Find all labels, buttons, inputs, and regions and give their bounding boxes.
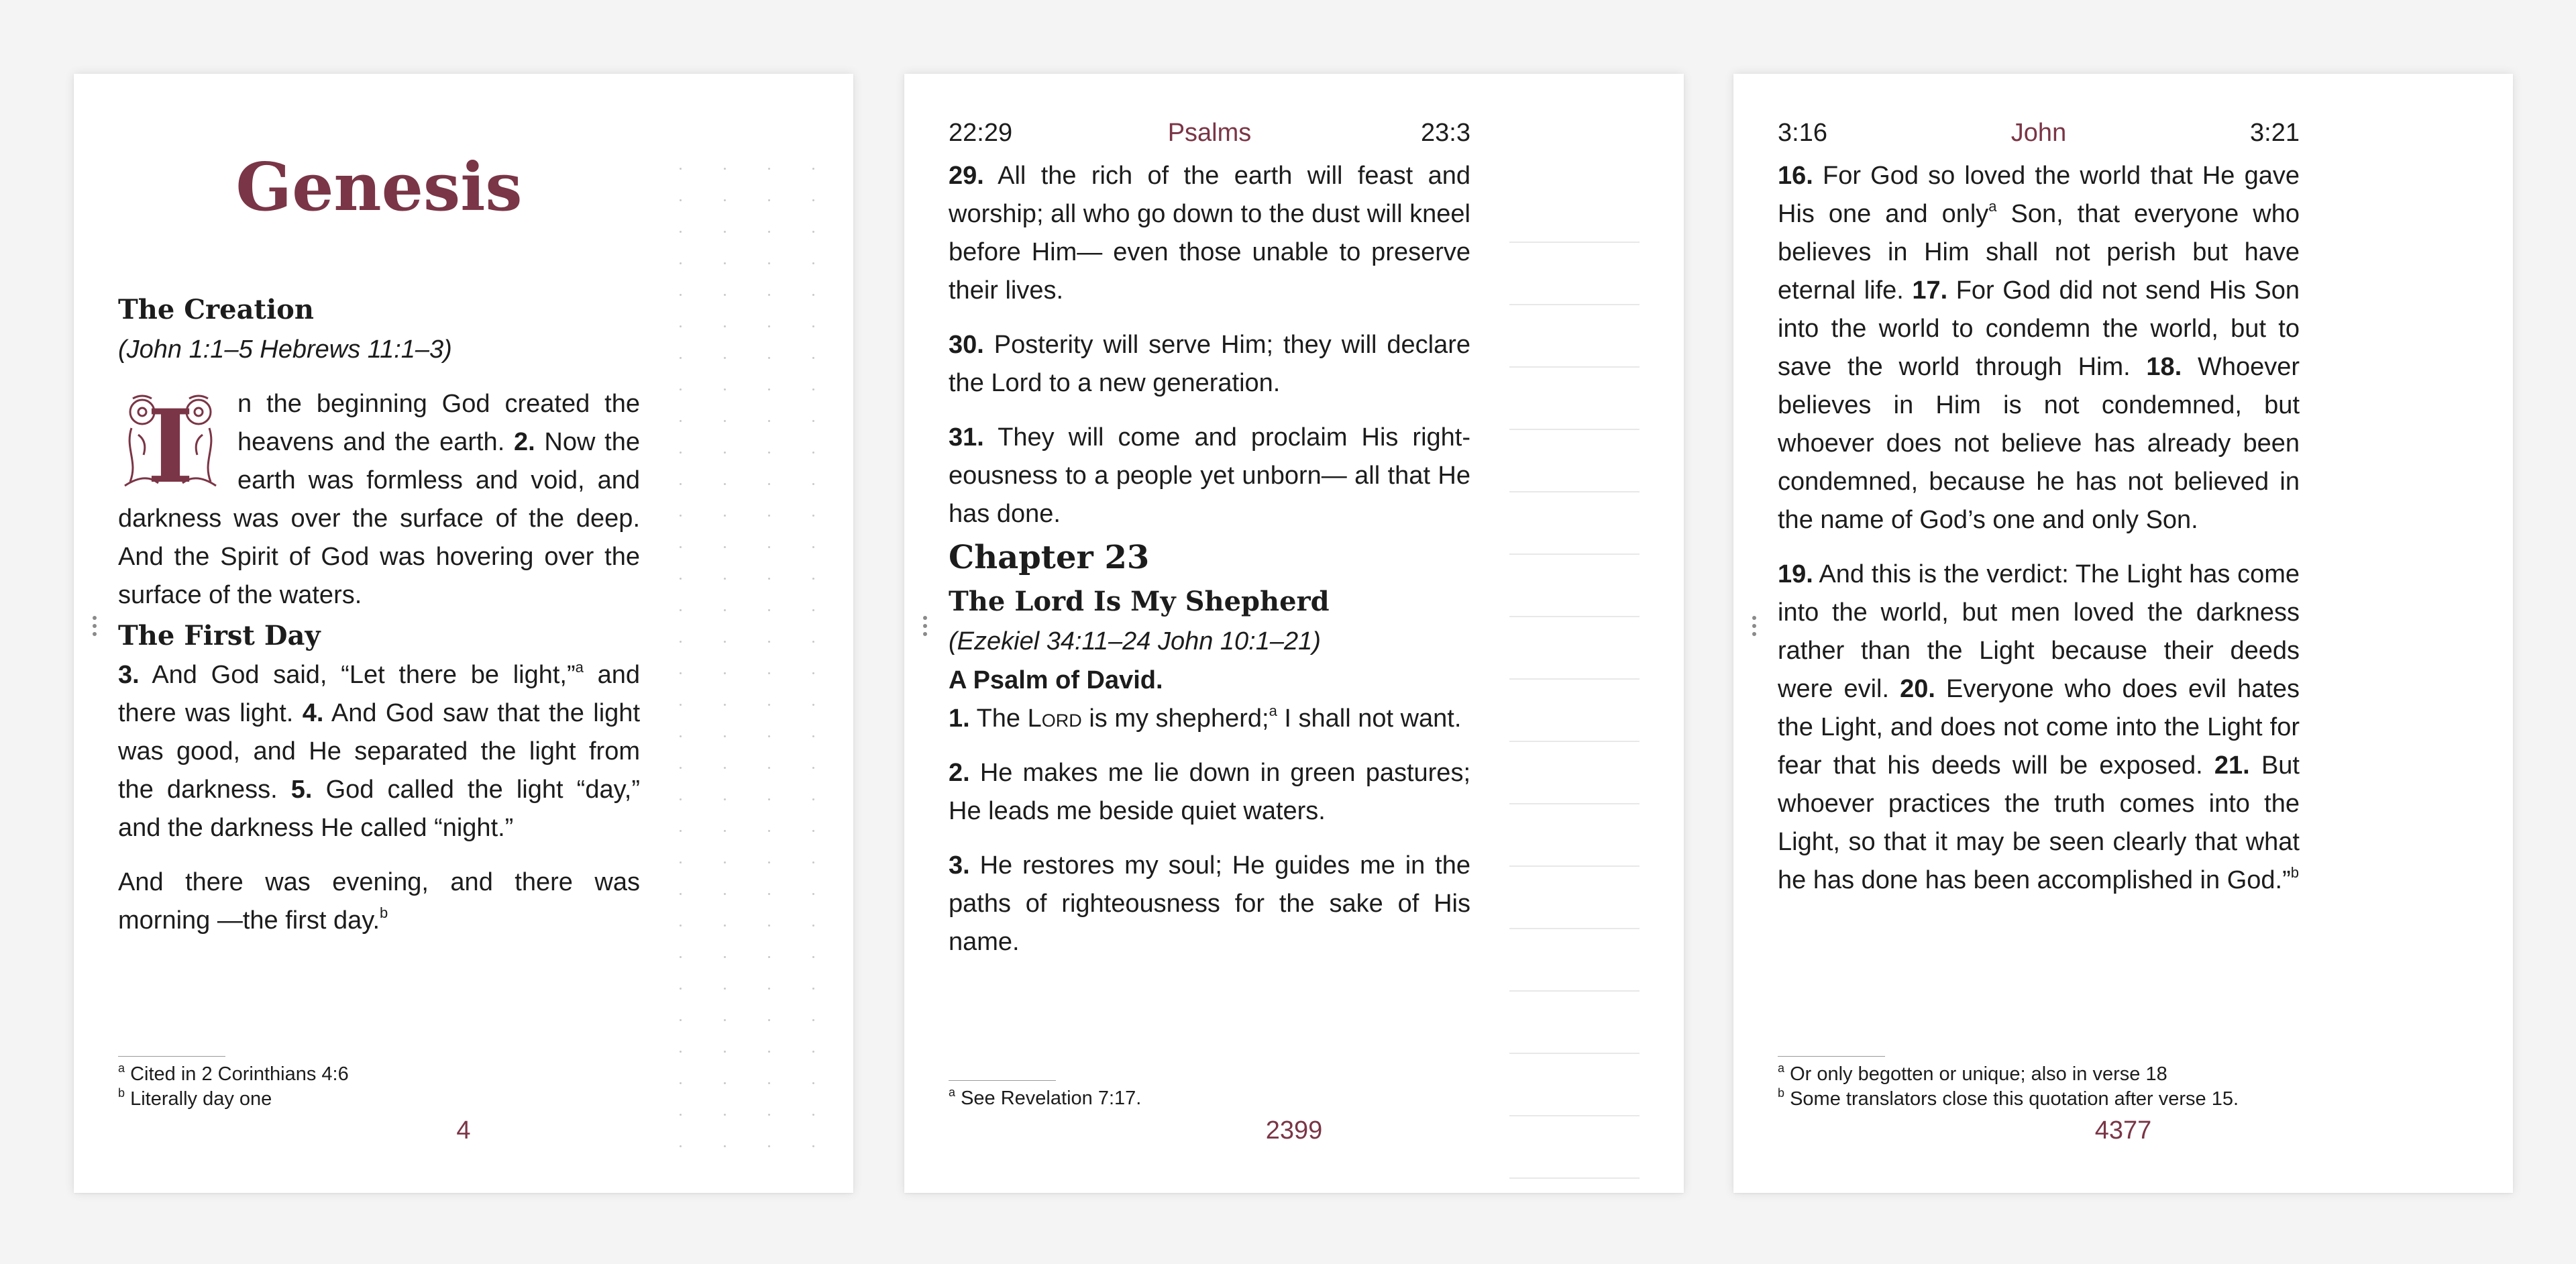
verse-text: And there was evening, and there was morning —the first day. bbox=[118, 868, 640, 935]
verse-text: For God did not send His Son into the world to condemn the world, but to save the world through Him. bbox=[1778, 276, 2300, 381]
grid-dot bbox=[724, 420, 726, 422]
paragraph bbox=[949, 326, 1470, 403]
page-psalms bbox=[904, 74, 1684, 1193]
grid-dot bbox=[680, 861, 682, 863]
grid-dot bbox=[680, 420, 682, 422]
grid-dot bbox=[768, 578, 770, 580]
header-book: Psalms bbox=[1167, 119, 1252, 147]
note-line bbox=[1509, 990, 1640, 992]
grid-dot bbox=[680, 515, 682, 517]
grid-dot bbox=[680, 767, 682, 769]
grid-dot bbox=[724, 641, 726, 643]
footnote-marker[interactable]: b bbox=[2290, 864, 2299, 881]
grid-dot bbox=[768, 357, 770, 359]
grid-dot bbox=[812, 325, 814, 327]
paragraph bbox=[118, 385, 640, 615]
grid-dot bbox=[724, 704, 726, 706]
drag-handle-icon[interactable] bbox=[1752, 616, 1756, 636]
grid-dot bbox=[812, 735, 814, 737]
verse-text: Posterity will serve Him; they will declare the Lord to a new generation. bbox=[949, 331, 1470, 397]
page-number: 4 bbox=[456, 1116, 471, 1145]
header-start-ref: 22:29 bbox=[949, 119, 1013, 147]
grid-dot bbox=[724, 578, 726, 580]
grid-dot bbox=[680, 578, 682, 580]
verse-text: is my shepherd; bbox=[1089, 704, 1269, 733]
paragraph bbox=[1778, 556, 2300, 900]
page-john bbox=[1733, 74, 2513, 1193]
verse-text: And God saw that the light was good, and He separated the light from the darkness. bbox=[118, 699, 640, 804]
grid-dot bbox=[680, 988, 682, 990]
section-heading: The Creation bbox=[118, 294, 314, 325]
page-number: 2399 bbox=[1265, 1116, 1323, 1145]
grid-dot bbox=[724, 357, 726, 359]
grid-dot bbox=[812, 515, 814, 517]
grid-dot bbox=[768, 262, 770, 264]
verse-text: God called the light “day,” and the darkness He called “night.” bbox=[118, 776, 640, 842]
note-line bbox=[1509, 429, 1640, 430]
grid-dot bbox=[724, 672, 726, 674]
grid-dot bbox=[680, 893, 682, 895]
grid-dot bbox=[768, 1145, 770, 1147]
grid-dot bbox=[812, 672, 814, 674]
grid-dot bbox=[812, 988, 814, 990]
grid-dot bbox=[680, 830, 682, 832]
header-book: John bbox=[2010, 119, 2067, 147]
note-line bbox=[1509, 616, 1640, 617]
psalm-superscription: A Psalm of David. bbox=[949, 666, 1163, 694]
grid-dot bbox=[724, 609, 726, 611]
grid-dot bbox=[724, 1145, 726, 1147]
verse-text: I shall not want. bbox=[1284, 704, 1462, 733]
grid-dot bbox=[724, 515, 726, 517]
grid-dot bbox=[812, 1145, 814, 1147]
grid-dot bbox=[680, 641, 682, 643]
page-number: 4377 bbox=[2094, 1116, 2152, 1145]
verse-number: 21. bbox=[2214, 751, 2250, 780]
verse-number: 4. bbox=[302, 699, 324, 727]
grid-dot bbox=[680, 1082, 682, 1084]
grid-dot bbox=[680, 168, 682, 170]
grid-dot bbox=[768, 956, 770, 958]
verse-number: 5. bbox=[290, 776, 313, 804]
grid-dot bbox=[768, 830, 770, 832]
grid-dot bbox=[724, 262, 726, 264]
grid-dot bbox=[724, 231, 726, 233]
chapter-heading: Chapter 23 bbox=[949, 539, 1150, 576]
grid-dot bbox=[680, 231, 682, 233]
header-end-ref: 23:3 bbox=[1421, 119, 1470, 147]
grid-dot bbox=[724, 168, 726, 170]
grid-dot bbox=[724, 294, 726, 296]
footnote-rule bbox=[1778, 1056, 1885, 1057]
grid-dot bbox=[680, 294, 682, 296]
header-end-ref: 3:21 bbox=[2250, 119, 2300, 147]
grid-dot bbox=[768, 515, 770, 517]
verse-number: 17. bbox=[1912, 276, 1948, 305]
note-line bbox=[1509, 242, 1640, 243]
grid-dot bbox=[724, 735, 726, 737]
divine-name: Lord bbox=[1027, 704, 1082, 733]
grid-dot bbox=[768, 546, 770, 548]
grid-dot bbox=[680, 925, 682, 927]
grid-dot bbox=[768, 672, 770, 674]
grid-dot bbox=[680, 1114, 682, 1116]
grid-dot bbox=[768, 452, 770, 454]
grid-dot bbox=[680, 357, 682, 359]
grid-dot bbox=[724, 1082, 726, 1084]
verse-text: But whoever practices the truth comes into the Light, so that it may be seen clearly that what he has done has been accomplished in God.” bbox=[1778, 751, 2300, 894]
grid-dot bbox=[812, 578, 814, 580]
note-line bbox=[1509, 865, 1640, 867]
grid-dot bbox=[724, 325, 726, 327]
grid-dot bbox=[724, 956, 726, 958]
paragraph bbox=[949, 157, 1470, 310]
paragraph bbox=[949, 754, 1470, 831]
grid-dot bbox=[812, 767, 814, 769]
page-genesis bbox=[74, 74, 853, 1193]
header-start-ref: 3:16 bbox=[1778, 119, 1827, 147]
grid-dot bbox=[812, 609, 814, 611]
footnote: $^a$ Or only begotten or unique; also in verse 18 bbox=[1778, 1061, 2167, 1085]
grid-dot bbox=[812, 798, 814, 800]
verse-text: For God so loved the world that He gave His one and only bbox=[1778, 162, 2300, 228]
note-line bbox=[1509, 678, 1640, 680]
grid-dot bbox=[812, 861, 814, 863]
grid-dot bbox=[812, 1114, 814, 1116]
footnotes bbox=[949, 1080, 1470, 1111]
paragraph bbox=[949, 847, 1470, 961]
verse-text: He makes me lie down in green pastures; He leads me beside quiet waters. bbox=[949, 759, 1470, 825]
grid-dot bbox=[768, 1114, 770, 1116]
grid-dot bbox=[768, 798, 770, 800]
grid-dot bbox=[768, 388, 770, 390]
verse-number: 19. bbox=[1778, 560, 1813, 588]
grid-dot bbox=[812, 925, 814, 927]
grid-dot bbox=[768, 294, 770, 296]
text-column bbox=[118, 290, 640, 940]
grid-dot bbox=[724, 861, 726, 863]
grid-dot bbox=[680, 609, 682, 611]
grid-dot bbox=[680, 199, 682, 201]
grid-dot bbox=[724, 1019, 726, 1021]
grid-dot bbox=[812, 704, 814, 706]
grid-dot bbox=[680, 546, 682, 548]
grid-dot bbox=[812, 956, 814, 958]
drag-handle-icon[interactable] bbox=[93, 616, 97, 636]
note-line bbox=[1509, 554, 1640, 555]
grid-dot bbox=[812, 420, 814, 422]
book-title: Genesis bbox=[235, 149, 523, 226]
running-header bbox=[949, 113, 1470, 153]
paragraph bbox=[1778, 157, 2300, 539]
grid-dot bbox=[680, 704, 682, 706]
footnote: $^b$ Literally day one bbox=[118, 1086, 272, 1110]
grid-dot bbox=[812, 483, 814, 485]
verse-number: 29. bbox=[949, 162, 984, 190]
grid-dot bbox=[680, 452, 682, 454]
verse-number: 31. bbox=[949, 423, 984, 452]
paragraph bbox=[949, 700, 1470, 738]
note-line bbox=[1509, 741, 1640, 742]
verse-number: 3. bbox=[949, 851, 970, 880]
footnote-rule bbox=[118, 1056, 225, 1057]
grid-dot bbox=[724, 798, 726, 800]
grid-dot bbox=[768, 231, 770, 233]
footnote: $^a$ Cited in 2 Corinthians 4:6 bbox=[118, 1061, 349, 1085]
text-column bbox=[1778, 157, 2300, 900]
grid-dot bbox=[768, 893, 770, 895]
footnote-marker[interactable]: a bbox=[575, 659, 584, 676]
grid-dot bbox=[812, 1082, 814, 1084]
grid-dot bbox=[768, 325, 770, 327]
grid-dot bbox=[812, 199, 814, 201]
grid-dot bbox=[724, 830, 726, 832]
footnote-marker[interactable]: a bbox=[1269, 702, 1277, 719]
grid-dot bbox=[812, 1051, 814, 1053]
grid-dot bbox=[680, 325, 682, 327]
verse-number: 2. bbox=[949, 759, 970, 787]
verse-text: Now the earth was formless and void, and darkness was over the surface of the deep. And the Spirit of God was hovering over the surface of the waters. bbox=[118, 428, 640, 609]
grid-dot bbox=[812, 262, 814, 264]
paragraph bbox=[118, 656, 640, 847]
grid-dot bbox=[768, 767, 770, 769]
paragraph bbox=[118, 863, 640, 940]
note-line bbox=[1509, 1177, 1640, 1179]
grid-dot bbox=[768, 641, 770, 643]
verse-text: Whoever believes in Him is not condemned, but whoever does not believe has already been condemned, because he has not believed in the name of God’s one and only Son. bbox=[1778, 353, 2300, 534]
grid-dot bbox=[812, 231, 814, 233]
verse-number: 30. bbox=[949, 331, 984, 359]
verse-text: Everyone who does evil hates the Light, and does not come into the Light for fear that his deeds will be exposed. bbox=[1778, 675, 2300, 780]
footnote-marker[interactable]: b bbox=[380, 904, 388, 921]
grid-dot bbox=[680, 483, 682, 485]
grid-dot bbox=[812, 294, 814, 296]
footnotes bbox=[1778, 1056, 2300, 1112]
grid-dot bbox=[768, 420, 770, 422]
grid-dot bbox=[724, 1114, 726, 1116]
note-line bbox=[1509, 803, 1640, 804]
footnote: $^b$ Some translators close this quotation after verse 15. bbox=[1778, 1086, 2239, 1110]
section-heading: The Lord Is My Shepherd bbox=[949, 586, 1330, 617]
grid-dot bbox=[768, 925, 770, 927]
section-heading: The First Day bbox=[118, 620, 321, 651]
verse-text: n the beginning God created the heavens and the earth. bbox=[237, 390, 640, 456]
grid-dot bbox=[680, 798, 682, 800]
grid-dot bbox=[724, 388, 726, 390]
grid-dot bbox=[680, 262, 682, 264]
verse-number: 2. bbox=[513, 428, 535, 456]
grid-dot bbox=[724, 925, 726, 927]
grid-dot bbox=[768, 1082, 770, 1084]
grid-dot bbox=[724, 199, 726, 201]
verse-number: 16. bbox=[1778, 162, 1813, 190]
grid-dot bbox=[812, 388, 814, 390]
dropcap-letter: I bbox=[146, 388, 195, 488]
section-reference: (John 1:1–5 Hebrews 11:1–3) bbox=[118, 335, 452, 364]
drag-handle-icon[interactable] bbox=[923, 616, 927, 636]
grid-dot bbox=[812, 357, 814, 359]
grid-dot bbox=[768, 735, 770, 737]
note-lines bbox=[1509, 168, 1640, 1174]
verse-text: and there was light. bbox=[118, 661, 640, 727]
verse-text: And this is the verdict: The Light has come into the world, but men loved the darkness rather than the Light because their deeds were evil. bbox=[1778, 560, 2300, 703]
note-line bbox=[1509, 928, 1640, 929]
grid-dot bbox=[812, 168, 814, 170]
grid-dot bbox=[768, 704, 770, 706]
grid-dot bbox=[812, 1019, 814, 1021]
verse-text: And God said, “Let there be light,” bbox=[152, 661, 576, 689]
grid-dot bbox=[768, 988, 770, 990]
grid-dot bbox=[680, 1145, 682, 1147]
verse-number: 1. bbox=[949, 704, 970, 733]
grid-dot bbox=[812, 641, 814, 643]
grid-dot bbox=[724, 452, 726, 454]
grid-dot bbox=[724, 767, 726, 769]
grid-dot bbox=[680, 735, 682, 737]
grid-dot bbox=[768, 483, 770, 485]
grid-dot bbox=[724, 893, 726, 895]
grid-dot bbox=[680, 956, 682, 958]
grid-dot bbox=[812, 893, 814, 895]
grid-dot bbox=[680, 1051, 682, 1053]
note-line bbox=[1509, 304, 1640, 305]
footnotes bbox=[118, 1056, 640, 1112]
grid-dot bbox=[768, 1051, 770, 1053]
grid-dot bbox=[768, 609, 770, 611]
dot-grid bbox=[674, 168, 828, 1174]
note-line bbox=[1509, 366, 1640, 368]
floral-ornament-icon bbox=[118, 388, 223, 488]
grid-dot bbox=[724, 483, 726, 485]
grid-dot bbox=[680, 388, 682, 390]
grid-dot bbox=[768, 861, 770, 863]
verse-number: 18. bbox=[2146, 353, 2182, 381]
note-line bbox=[1509, 1053, 1640, 1054]
verse-number: 3. bbox=[118, 661, 140, 689]
footnote-marker[interactable]: a bbox=[1988, 198, 1997, 215]
footnote: $^a$ See Revelation 7:17. bbox=[949, 1086, 1142, 1109]
grid-dot bbox=[812, 546, 814, 548]
grid-dot bbox=[768, 199, 770, 201]
grid-dot bbox=[768, 1019, 770, 1021]
text-column bbox=[949, 157, 1470, 961]
verse-text: He restores my soul; He guides me in the paths of righteousness for the sake of His name. bbox=[949, 851, 1470, 956]
grid-dot bbox=[724, 988, 726, 990]
grid-dot bbox=[812, 830, 814, 832]
grid-dot bbox=[724, 1051, 726, 1053]
grid-dot bbox=[768, 168, 770, 170]
footnote-rule bbox=[949, 1080, 1056, 1081]
section-reference: (Ezekiel 34:11–24 John 10:1–21) bbox=[949, 627, 1321, 655]
grid-dot bbox=[724, 546, 726, 548]
verse-number: 20. bbox=[1900, 675, 1935, 703]
grid-dot bbox=[812, 452, 814, 454]
verse-text: Son, that everyone who believes in Him shall not perish but have eternal life. bbox=[1778, 200, 2300, 305]
grid-dot bbox=[680, 672, 682, 674]
running-header bbox=[1778, 113, 2300, 153]
verse-text: The bbox=[976, 704, 1021, 733]
grid-dot bbox=[680, 1019, 682, 1021]
verse-text: All the rich of the earth will feast and worship; all who go down to the dust will kneel before Him— even those unable to preserve their lives. bbox=[949, 162, 1470, 305]
note-line bbox=[1509, 491, 1640, 492]
verse-text: They will come and proclaim His right-eousness to a people yet unborn— all that He has done. bbox=[949, 423, 1471, 528]
paragraph bbox=[949, 419, 1470, 533]
